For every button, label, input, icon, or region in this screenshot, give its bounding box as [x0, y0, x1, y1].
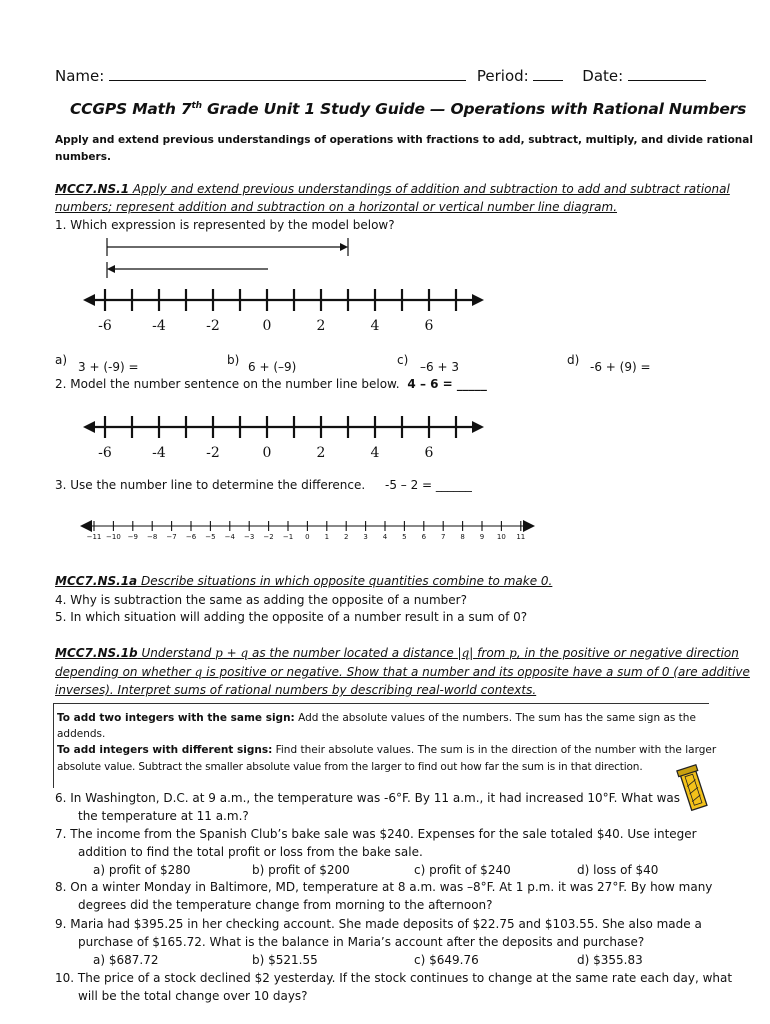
tick-label: 6 — [424, 318, 434, 334]
q9-option-b[interactable]: b) $521.55 — [252, 953, 318, 967]
question-6-line2: the temperature at 11 a.m.? — [78, 809, 249, 823]
tick-label: 3 — [363, 533, 368, 541]
question-7-line2: addition to find the total profit or loss from the bake sale. — [78, 845, 423, 859]
question-1: 1. Which expression is represented by the model below? — [55, 218, 395, 232]
tick-label: −11 — [86, 533, 102, 541]
tick-label: 8 — [460, 533, 465, 541]
tick-label: 4 — [370, 318, 380, 334]
tick-label: 2 — [316, 318, 326, 334]
q1-option-b-text[interactable]: 6 + (–9) — [248, 360, 297, 374]
page-title: CCGPS Math 7th Grade Unit 1 Study Guide — Operations with Rational Numbers — [70, 100, 747, 118]
question-2: 2. Model the number sentence on the number line below. 4 – 6 = _____ — [55, 377, 487, 391]
tick-label: −3 — [244, 533, 255, 541]
tick-label: −4 — [224, 533, 235, 541]
tick-label: -2 — [206, 445, 220, 461]
intro-line1: Apply and extend previous understandings of operations with fractions to add, subtract, multiply, and divide rational — [55, 134, 753, 146]
tick-label: -4 — [152, 318, 166, 334]
question-9-line2: purchase of $165.72. What is the balance in Maria’s account after the deposits and purchase? — [78, 935, 645, 949]
tick-label: 5 — [402, 533, 407, 541]
rule-different-sign: To add integers with different signs: Find their absolute values. The sum is in the direction of the number with the larger — [57, 744, 717, 756]
period-label: Period: — [476, 67, 529, 85]
standard-2: MCC7.NS.1a Describe situations in which opposite quantities combine to make 0. — [55, 574, 553, 588]
tick-label: 11 — [516, 533, 526, 541]
tick-label: 6 — [421, 533, 427, 541]
tick-label: −1 — [282, 533, 294, 541]
q1-option-c-text[interactable]: –6 + 3 — [420, 360, 459, 374]
tick-label: −10 — [106, 533, 121, 541]
q7-option-b[interactable]: b) profit of $200 — [252, 863, 350, 877]
q1-option-c-letter: c) — [397, 353, 409, 367]
rule-same-sign-2: addends. — [57, 728, 106, 740]
q9-option-a[interactable]: a) $687.72 — [93, 953, 159, 967]
tick-label: −7 — [166, 533, 177, 541]
rule-same-sign: To add two integers with the same sign: Add the absolute values of the numbers. The sum has the same sign as the — [57, 712, 696, 724]
tick-label: 4 — [370, 445, 380, 461]
name-label: Name: — [55, 67, 105, 85]
intro-line2: numbers. — [55, 151, 111, 163]
question-7-line1: 7. The income from the Spanish Club’s bake sale was $240. Expenses for the sale totaled $40. Use integer — [55, 827, 697, 841]
tick-label: 2 — [316, 445, 326, 461]
q1-option-a-letter: a) — [55, 353, 68, 367]
question-4: 4. Why is subtraction the same as adding the opposite of a number? — [55, 593, 467, 607]
question-10-line1: 10. The price of a stock declined $2 yesterday. If the stock continues to change at the same rate each day, what — [55, 971, 733, 985]
tick-label: 6 — [424, 445, 434, 461]
tick-label: -2 — [206, 318, 220, 334]
tick-label: −6 — [185, 533, 197, 541]
question-5: 5. In which situation will adding the opposite of a number result in a sum of 0? — [55, 610, 528, 624]
standard-3-line2: depending on whether q is positive or negative. Show that a number and its opposite have a sum of 0 (are additive — [55, 665, 750, 679]
q7-option-a[interactable]: a) profit of $280 — [93, 863, 191, 877]
question-8-line1: 8. On a winter Monday in Baltimore, MD, temperature at 8 a.m. was –8°F. At 1 p.m. it was 27°F. By how many — [55, 880, 713, 894]
left-arrowhead — [80, 520, 92, 532]
q9-option-c[interactable]: c) $649.76 — [414, 953, 479, 967]
tick-label: −9 — [127, 533, 138, 541]
tick-label: 0 — [262, 445, 272, 461]
tick-label: 1 — [324, 533, 330, 541]
pencil-icon — [676, 766, 716, 816]
q7-option-d[interactable]: d) loss of $40 — [577, 863, 659, 877]
standard-3-line3: inverses). Interpret sums of rational numbers by describing real-world contexts. — [55, 683, 537, 697]
tick-label: 0 — [262, 318, 272, 334]
tick-label: 9 — [479, 533, 485, 541]
q1-option-a-text[interactable]: 3 + (-9) = — [78, 360, 139, 374]
standard-3-line1: MCC7.NS.1b Understand p + q as the number located a distance |q| from p, in the positive or negative direction — [55, 646, 739, 660]
question-10-line2: will be the total change over 10 days? — [78, 989, 308, 1003]
rule-different-sign-2: absolute value. Subtract the smaller absolute value from the larger to find out how far the sum is in that direction. — [57, 761, 643, 773]
tick-label: −8 — [147, 533, 158, 541]
tick-label: 10 — [496, 533, 506, 541]
q1-option-b-letter: b) — [227, 353, 240, 367]
question-6-line1: 6. In Washington, D.C. at 9 a.m., the temperature was -6°F. By 11 a.m., it had increased 10°F. What was — [55, 791, 681, 805]
tick-label: 2 — [343, 533, 349, 541]
date-label: Date: — [582, 67, 624, 85]
question-9-line1: 9. Maria had $395.25 in her checking account. She made deposits of $22.75 and $103.55. She also made a — [55, 917, 702, 931]
right-arrowhead — [523, 520, 535, 532]
q1-option-d-letter: d) — [567, 353, 580, 367]
tick-label: −5 — [205, 533, 216, 541]
q9-option-d[interactable]: d) $355.83 — [577, 953, 643, 967]
tick-label: -6 — [98, 318, 112, 334]
tick-label: 4 — [382, 533, 388, 541]
q1-option-d-text[interactable]: -6 + (9) = — [590, 360, 651, 374]
question-8-line2: degrees did the temperature change from morning to the afternoon? — [78, 898, 493, 912]
question-3: 3. Use the number line to determine the difference. -5 – 2 = ______ — [55, 478, 472, 492]
standard-1-line2: numbers; represent addition and subtraction on a horizontal or vertical number line diagram. — [55, 200, 618, 214]
standard-1-line1: MCC7.NS.1 Apply and extend previous understandings of addition and subtraction to add and subtract rational — [55, 182, 730, 196]
tick-label: -6 — [98, 445, 112, 461]
tick-label: 0 — [305, 533, 310, 541]
tick-label: −2 — [263, 533, 274, 541]
q7-option-c[interactable]: c) profit of $240 — [414, 863, 511, 877]
tick-label: -4 — [152, 445, 166, 461]
tick-label: 7 — [440, 533, 446, 541]
